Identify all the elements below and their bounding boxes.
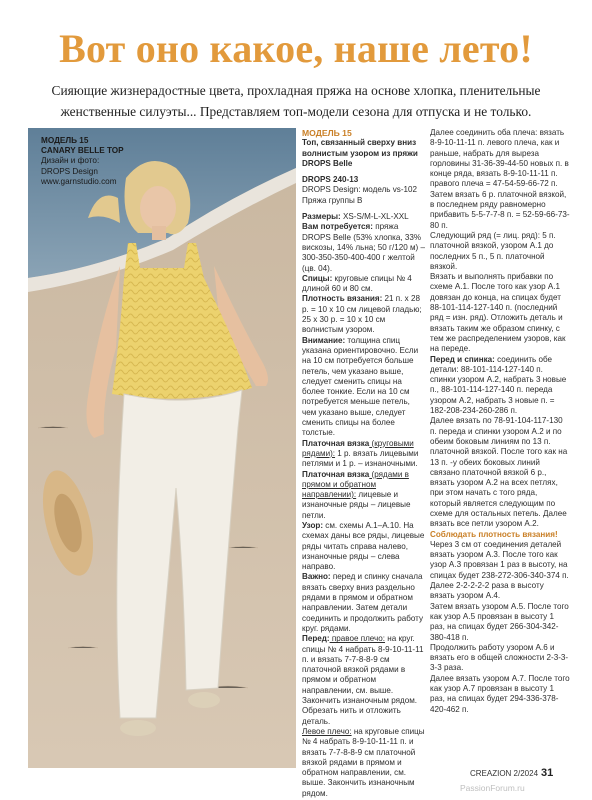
paragraph (430, 355, 570, 417)
paragraph (430, 272, 570, 354)
paragraph (430, 190, 570, 231)
paragraph (302, 572, 426, 634)
paragraph (302, 727, 426, 799)
paragraph (430, 581, 570, 602)
paragraph-sublead: правое плечо: (329, 634, 386, 644)
paragraph (430, 540, 570, 581)
paragraph-text: DROPS 240-13 (302, 175, 359, 185)
paragraph-lead: Левое плечо: (302, 726, 352, 736)
paragraph-lead: Спицы: (302, 273, 333, 283)
paragraph-text: Далее вязать по 78-91-104-117-130 п. переда и спинки узором А.2 и по обеим боковым линиям по 13 п. платочной вязкой. После того как на 13 п. -у обеих боковых линий связано платочной вязкой 6 р., вязать узором А.2 на всех петлях, при этом начать с того ряда, который является следующим по схеме для остальных петель. Далее вязать все петли узором А.2. (430, 416, 568, 529)
paragraph-text: Продолжить работу узором А.6 и вязать его в общей сложности 2-3-3-3-3 раза. (430, 642, 569, 673)
paragraph-sublead: (круговыми рядами): (302, 438, 414, 458)
paragraph-text: на круговые спицы № 4 набрать 8-9-10-11-11 п. и вязать 7-7-8-8-9 см платочной вязкой рядами в прямом и обратном направлении, см. выше. Закончить изнаночным рядом. (302, 726, 425, 798)
paragraph-lead: Внимание: (302, 335, 346, 345)
paragraph (430, 530, 570, 540)
paragraph (302, 274, 426, 295)
paragraph-text: МОДЕЛЬ 15 (302, 128, 352, 138)
paragraph-text: круговые спицы № 4 длиной 60 и 80 см. (302, 273, 412, 294)
paragraph (302, 521, 426, 572)
page-number: 31 (541, 767, 554, 779)
caption-line2: DROPS Design (41, 166, 98, 176)
paragraph-text: перед и спинку сначала вязать сверху вниз раздельно рядами в прямом и обратном направлении. Затем детали соединить и продолжить работу круг. рядами. (302, 572, 424, 633)
paragraph (302, 294, 426, 335)
paragraph (302, 439, 426, 470)
paragraph (430, 416, 570, 529)
paragraph-lead: Вам потребуется: (302, 222, 373, 232)
paragraph (430, 231, 570, 272)
paragraph-sublead: (рядами в прямом и обратном направлении): (302, 469, 409, 500)
paragraph (302, 336, 426, 439)
paragraph (430, 643, 570, 674)
paragraph-text: лицевые и изнаночные ряды – лицевые петли. (302, 490, 411, 520)
model-caption (41, 136, 181, 187)
paragraph (430, 674, 570, 715)
paragraph-text: Затем вязать 6 р. платочной вязкой, в последнем ряду равномерно прибавить 5-5-7-7-8 п. = 52-59-66-73-80 п. (430, 189, 570, 230)
instructions-column-2 (430, 128, 570, 715)
paragraph-text: Через 3 см от соединения деталей вязать узором А.3. После того как узор А.3 провязан 1 раз в высоту, на спицах будет 238-272-306-340-374 п. (430, 539, 569, 580)
model-photo (28, 128, 296, 768)
paragraph-text: Далее 2-2-2-2-2 раза в высоту вязать узором А.4. (430, 581, 544, 601)
instructions-column-1 (302, 128, 426, 799)
paragraph (302, 212, 426, 222)
paragraph-lead: Платочная вязка (302, 438, 370, 448)
paragraph (302, 128, 426, 138)
paragraph-text: DROPS Design: модель vs-102 Пряжа группы B (302, 185, 418, 205)
watermark: PassionForum.ru (460, 783, 525, 793)
caption-line1: Дизайн и фото: (41, 156, 100, 166)
paragraph-text: Далее вязать узором А.7. После того как узор А.7 провязан в высоту 1 раз, на спицах будет 294-336-378-420-462 п. (430, 673, 570, 714)
paragraph-text: Вязать и выполнять прибавки по схеме А.1. После того как узор А.1 довязан до конца, на спицах будет 88-101-114-127-140 п. (последний ряд = изн. ряд). Отложить деталь и вязать таким же образом спинку, с тем же распределением узоров, как на переде. (430, 272, 566, 354)
paragraph-text: 21 п. х 28 р. = 10 х 10 см лицевой гладью; 25 х 30 р. = 10 х 10 см волнистым узором. (302, 294, 422, 335)
page-title: Вот оно какое, наше лето! (59, 26, 533, 71)
paragraph (302, 185, 426, 206)
paragraph-lead: Перед: (302, 634, 330, 644)
magazine-name: CREAZION 2/2024 (470, 769, 539, 778)
paragraph-lead: Перед и спинка: (430, 354, 495, 364)
paragraph-text: Следующий ряд (= лиц. ряд): 5 п. платочной вязкой, узором А.1 до последних 5 п., 5 п. платочной вязкой. (430, 230, 556, 271)
paragraph-text: XS-S/M-L-XL-XXL (340, 212, 409, 222)
paragraph (430, 602, 570, 643)
caption-site: www.garnstudio.com (41, 176, 117, 186)
page-subtitle: Сияющие жизнерадостные цвета, прохладная пряжа на основе хлопка, пленительные женственные силуэты... Представляем топ-модели сезона для отпуска и не только. (51, 83, 541, 119)
paragraph (302, 222, 426, 273)
paragraph-lead: Соблюдать плотность вязания! (430, 529, 558, 539)
paragraph-lead: Платочная вязка (302, 469, 370, 479)
paragraph-text: Далее соединить оба плеча: вязать 8-9-10-11-11 п. левого плеча, как и раньше, набрать для выреза горловины 31-36-39-44-50 новых п. в конце ряда, вязать 8-9-10-11-11 п. правого плеча = 47-54-59-66-72 п. (430, 128, 569, 189)
paragraph-lead: Плотность вязания: (302, 294, 383, 304)
paragraph (302, 634, 426, 727)
paragraph-text: толщина спиц указана ориентировочно. Если на 10 см потребуется больше петель, чем указано выше, следует сменить спицы на более тонкие. Если на 10 см потребуется меньше петель, чем указано выше, следует сменить спицы на более толстые. (302, 335, 419, 438)
caption-name: CANARY BELLE TOP (41, 146, 124, 156)
paragraph-text: Топ, связанный сверху вниз волнистым узором из пряжи DROPS Belle (302, 138, 418, 168)
paragraph (430, 128, 570, 190)
paragraph-lead: Важно: (302, 572, 331, 582)
paragraph (302, 470, 426, 521)
paragraph-text: Затем вязать узором А.5. После того как узор А.5 провязан в высоту 1 раз, на спицах будет 266-304-342-380-418 п. (430, 601, 569, 642)
paragraph-text: соединить обе детали: 88-101-114-127-140 п. спинки узором А.2, набрать 3 новые п., 88-101-114-127-140 п. переда узором А.2, набрать 3 новые п. = 182-208-234-260-286 п. (430, 354, 567, 416)
page-footer (470, 767, 553, 779)
paragraph-text: на круг. спицы № 4 набрать 8-9-10-11-11 п. и вязать 7-7-8-8-9 см платочной вязкой рядами в прямом и обратном направлении, см. выше. Закончить изнаночным рядом. Обрезать нить и отложить деталь. (302, 634, 424, 726)
paragraph (302, 175, 426, 185)
paragraph-text: 1 р. вязать лицевыми петлями и 1 р. – изнаночными. (302, 448, 419, 469)
paragraph-lead: Размеры: (302, 212, 341, 222)
paragraph-text: см. схемы А.1–А.10. На схемах даны все ряды, лицевые ряды читать справа налево, изнаночные ряды – слева направо. (302, 520, 425, 572)
paragraph-lead: Узор: (302, 520, 324, 530)
paragraph (302, 138, 426, 169)
caption-model: МОДЕЛЬ 15 (41, 136, 89, 145)
paragraph-text: пряжа DROPS Belle (53% хлопка, 33% вискозы, 14% льна; 50 г/120 м) – 300-350-350-400-400 г желтой (цв. 04). (302, 222, 426, 273)
